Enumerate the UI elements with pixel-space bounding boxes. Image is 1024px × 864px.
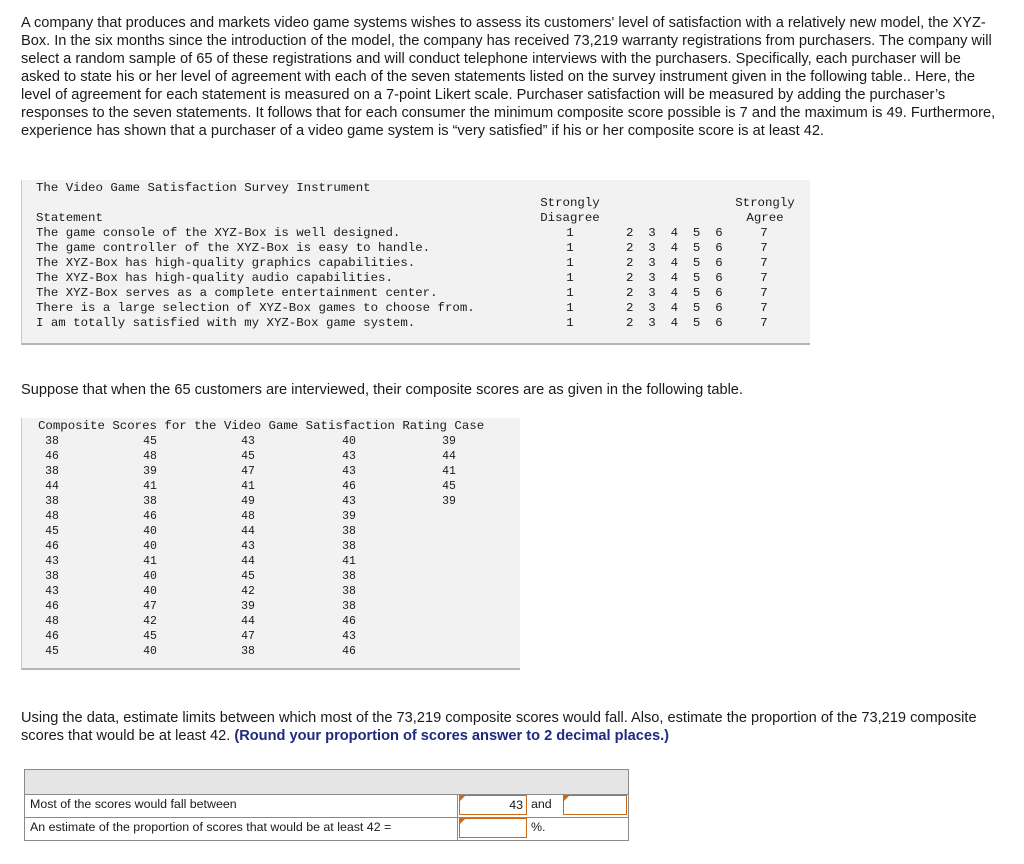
score-cell: 40 — [143, 540, 157, 553]
score-cell: 46 — [45, 600, 59, 613]
suppose-paragraph: Suppose that when the 65 customers are interviewed, their composite scores are as given in the following table. — [21, 382, 743, 398]
and-connector: and — [531, 797, 552, 811]
score-cell: 39 — [342, 510, 356, 523]
answer-row-proportion — [25, 817, 628, 840]
survey-instrument-table — [21, 180, 810, 345]
statement-text: I am totally satisfied with my XYZ-Box game system. — [36, 316, 416, 330]
score-cell: 45 — [241, 450, 255, 463]
limits-label: Most of the scores would fall between — [30, 797, 237, 811]
scale-low: 1 — [566, 226, 574, 240]
statement-text: The XYZ-Box has high-quality audio capabilities. — [36, 271, 393, 285]
score-cell: 48 — [241, 510, 255, 523]
score-cell: 48 — [45, 510, 59, 523]
score-cell: 40 — [143, 645, 157, 658]
scale-middle: 2 3 4 5 6 — [626, 226, 723, 240]
score-cell: 38 — [342, 540, 356, 553]
score-cell: 38 — [342, 525, 356, 538]
score-cell: 45 — [143, 630, 157, 643]
scale-low: 1 — [566, 286, 574, 300]
strongly-agree-header: Strongly Agree — [735, 196, 795, 225]
scale-high: 7 — [760, 256, 768, 270]
score-cell: 41 — [143, 555, 157, 568]
scale-low: 1 — [566, 271, 574, 285]
score-cell: 38 — [342, 585, 356, 598]
score-cell: 40 — [342, 435, 356, 448]
score-cell: 44 — [241, 525, 255, 538]
survey-row — [22, 301, 810, 316]
proportion-input[interactable] — [459, 818, 527, 838]
scale-middle: 2 3 4 5 6 — [626, 271, 723, 285]
statement-text: The XYZ-Box has high-quality graphics capabilities. — [36, 256, 416, 270]
score-cell: 38 — [45, 495, 59, 508]
score-cell: 47 — [241, 465, 255, 478]
statement-text: There is a large selection of XYZ-Box games to choose from. — [36, 301, 475, 315]
answer-table-header — [25, 770, 628, 795]
score-cell: 44 — [241, 555, 255, 568]
score-cell: 38 — [45, 435, 59, 448]
answer-table — [24, 769, 629, 841]
score-cell: 39 — [442, 435, 456, 448]
statement-text: The XYZ-Box serves as a complete entertainment center. — [36, 286, 438, 300]
survey-row — [22, 316, 810, 331]
scale-low: 1 — [566, 241, 574, 255]
score-cell: 40 — [143, 570, 157, 583]
score-cell: 46 — [45, 540, 59, 553]
rounding-instruction: (Round your proportion of scores answer to 2 decimal places.) — [234, 728, 670, 744]
score-cell: 40 — [143, 585, 157, 598]
score-cell: 44 — [45, 480, 59, 493]
composite-scores-table — [21, 418, 520, 670]
score-cell: 39 — [241, 600, 255, 613]
statement-text: The game controller of the XYZ-Box is easy to handle. — [36, 241, 431, 255]
scale-low: 1 — [566, 256, 574, 270]
scale-high: 7 — [760, 301, 768, 315]
score-cell: 43 — [45, 585, 59, 598]
score-cell: 43 — [342, 630, 356, 643]
scale-low: 1 — [566, 316, 574, 330]
scale-high: 7 — [760, 316, 768, 330]
survey-row — [22, 241, 810, 256]
scale-high: 7 — [760, 286, 768, 300]
score-cell: 46 — [45, 630, 59, 643]
score-cell: 42 — [143, 615, 157, 628]
score-cell: 47 — [241, 630, 255, 643]
score-cell: 45 — [45, 525, 59, 538]
score-cell: 45 — [143, 435, 157, 448]
score-cell: 46 — [342, 480, 356, 493]
survey-caption: The Video Game Satisfaction Survey Instrument — [36, 181, 371, 195]
score-cell: 46 — [342, 645, 356, 658]
score-cell: 43 — [45, 555, 59, 568]
statement-text: The game console of the XYZ-Box is well designed. — [36, 226, 401, 240]
strongly-disagree-header: Strongly Disagree — [540, 196, 600, 225]
score-cell: 46 — [45, 450, 59, 463]
scale-high: 7 — [760, 271, 768, 285]
score-cell: 42 — [241, 585, 255, 598]
scale-middle: 2 3 4 5 6 — [626, 241, 723, 255]
score-cell: 48 — [45, 615, 59, 628]
score-cell: 38 — [143, 495, 157, 508]
scale-low: 1 — [566, 301, 574, 315]
score-cell: 46 — [143, 510, 157, 523]
percent-suffix: %. — [531, 820, 546, 834]
score-cell: 45 — [45, 645, 59, 658]
score-cell: 48 — [143, 450, 157, 463]
scores-caption: Composite Scores for the Video Game Satisfaction Rating Case — [38, 419, 485, 433]
score-cell: 38 — [342, 570, 356, 583]
lower-limit-input[interactable] — [459, 795, 527, 815]
statement-header: Statement — [36, 211, 103, 225]
scale-high: 7 — [760, 241, 768, 255]
score-cell: 41 — [143, 480, 157, 493]
survey-row — [22, 226, 810, 241]
score-cell: 38 — [241, 645, 255, 658]
score-cell: 44 — [442, 450, 456, 463]
survey-row — [22, 286, 810, 301]
scale-middle: 2 3 4 5 6 — [626, 301, 723, 315]
score-cell: 39 — [442, 495, 456, 508]
survey-row — [22, 256, 810, 271]
score-cell: 41 — [241, 480, 255, 493]
score-cell: 45 — [442, 480, 456, 493]
score-cell: 43 — [342, 495, 356, 508]
score-cell: 38 — [342, 600, 356, 613]
answer-row-limits — [25, 794, 628, 818]
proportion-label: An estimate of the proportion of scores that would be at least 42 = — [30, 820, 392, 834]
score-cell: 38 — [45, 570, 59, 583]
score-cell: 38 — [45, 465, 59, 478]
score-cell: 41 — [342, 555, 356, 568]
divider — [457, 817, 458, 840]
divider — [457, 794, 458, 817]
scale-middle: 2 3 4 5 6 — [626, 256, 723, 270]
question-text: Using the data, estimate limits between which most of the 73,219 composite scores would fall. Also, estimate the proportion of the 73,219 composite scores that would be at least 42. — [21, 710, 977, 744]
upper-limit-input[interactable] — [563, 795, 627, 815]
score-cell: 43 — [342, 450, 356, 463]
score-cell: 47 — [143, 600, 157, 613]
score-cell: 46 — [342, 615, 356, 628]
scale-high: 7 — [760, 226, 768, 240]
score-cell: 39 — [143, 465, 157, 478]
score-cell: 45 — [241, 570, 255, 583]
score-cell: 43 — [241, 435, 255, 448]
input-flag-icon — [459, 818, 466, 825]
score-cell: 43 — [342, 465, 356, 478]
scale-middle: 2 3 4 5 6 — [626, 316, 723, 330]
scale-middle: 2 3 4 5 6 — [626, 286, 723, 300]
score-cell: 49 — [241, 495, 255, 508]
score-cell: 41 — [442, 465, 456, 478]
question-paragraph — [21, 709, 1001, 745]
input-flag-icon — [563, 795, 570, 802]
score-cell: 44 — [241, 615, 255, 628]
score-cell: 40 — [143, 525, 157, 538]
input-flag-icon — [459, 795, 466, 802]
survey-row — [22, 271, 810, 286]
score-cell: 43 — [241, 540, 255, 553]
intro-paragraph: A company that produces and markets video game systems wishes to assess its customers' level of satisfaction with a relatively new model, the XYZ-Box. In the six months since the introduction of the model, the company has received 73,219 warranty registrations from purchasers. The company will select a random sample of 65 of these registrations and will conduct telephone interviews with the purchasers. Specifically, each purchaser will be asked to state his or her level of agreement with each of the seven statements listed on the survey instrument given in the following table.. Here, the level of agreement for each statement is measured on a 7-point Likert scale. Purchaser satisfaction will be measured by adding the purchaser’s responses to the seven statements. It follows that for each consumer the minimum composite score possible is 7 and the maximum is 49. Furthermore, experience has shown that a purchaser of a video game system is “very satisfied” if his or her composite score is at least 42. — [21, 15, 996, 139]
